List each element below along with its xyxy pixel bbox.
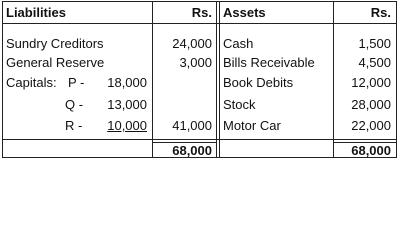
label-sundry-creditors: Sundry Creditors — [6, 36, 104, 51]
liabilities-total: 68,000 — [172, 143, 212, 158]
header-rs-right: Rs. — [370, 5, 391, 20]
header-rs-left: Rs. — [191, 5, 212, 20]
label-cash: Cash — [223, 36, 254, 51]
header-assets: Assets — [223, 5, 266, 20]
label-book-debits: Book Debits — [223, 75, 294, 90]
header-liabilities: Liabilities — [6, 5, 66, 20]
amount-motor-car: 22,000 — [351, 118, 391, 133]
assets-total: 68,000 — [351, 143, 391, 158]
partner-p-name: P - — [68, 75, 85, 90]
partner-p-amount: 18,000 — [107, 75, 147, 90]
amount-stock: 28,000 — [351, 97, 391, 112]
amount-capitals-total: 41,000 — [172, 118, 212, 133]
label-stock: Stock — [223, 97, 256, 112]
amount-general-reserve: 3,000 — [179, 55, 212, 70]
label-capitals: Capitals: — [6, 75, 57, 90]
amount-book-debits: 12,000 — [351, 75, 391, 90]
header-rule — [2, 23, 397, 24]
label-bills-receivable: Bills Receivable — [223, 55, 315, 70]
balance-sheet-table — [2, 1, 398, 161]
amount-bills-receivable: 4,500 — [358, 55, 391, 70]
partner-r-amount: 10,000 — [107, 118, 147, 133]
col-divider-sub — [152, 1, 153, 158]
partner-q-amount: 13,000 — [107, 97, 147, 112]
col-divider-liab-amount — [216, 1, 217, 158]
partner-r-name: R - — [65, 118, 83, 133]
amount-cash: 1,500 — [358, 36, 391, 51]
amount-sundry-creditors: 24,000 — [172, 36, 212, 51]
label-general-reserve: General Reserve — [6, 55, 105, 70]
partner-q-name: Q - — [65, 97, 84, 112]
label-motor-car: Motor Car — [223, 118, 281, 133]
total-rule — [2, 139, 397, 140]
col-divider-double — [219, 1, 220, 158]
